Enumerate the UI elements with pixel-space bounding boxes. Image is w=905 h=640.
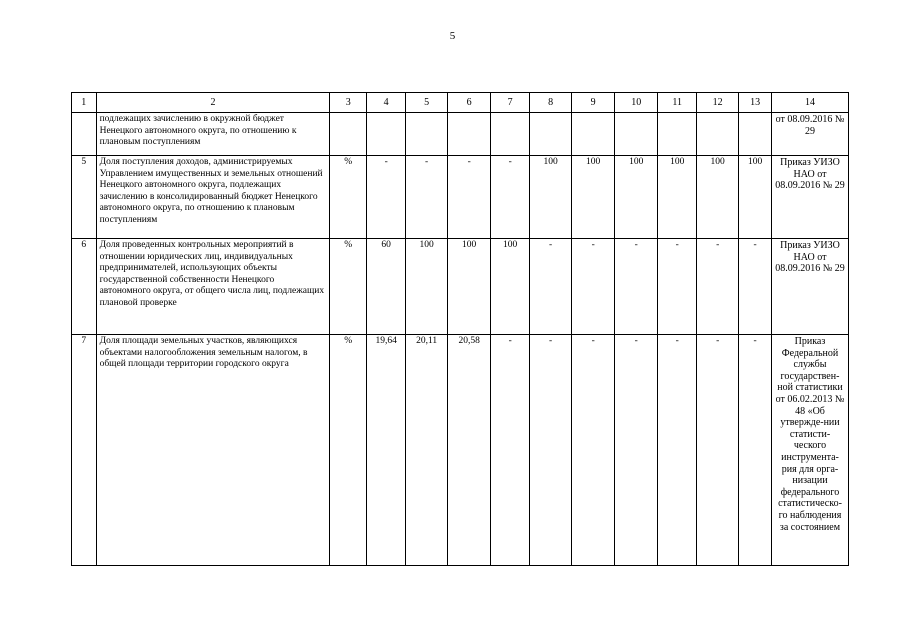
value-cell: 100 <box>530 156 572 239</box>
unit-cell: % <box>330 335 367 566</box>
value-cell: 19,64 <box>367 335 406 566</box>
indicator-name: Доля площади земельных участков, являющихся объектами налогообложения земельным налогом, в общей площади территории городского округа <box>96 335 330 566</box>
header-cell: 3 <box>330 93 367 113</box>
value-cell: - <box>406 156 448 239</box>
value-cell: 100 <box>448 239 491 335</box>
header-cell: 6 <box>448 93 491 113</box>
value-cell: - <box>530 239 572 335</box>
header-cell: 2 <box>96 93 330 113</box>
value-cell <box>406 113 448 156</box>
table-row <box>72 113 849 156</box>
indicators-table <box>71 92 849 566</box>
value-cell: 100 <box>406 239 448 335</box>
value-cell <box>739 113 772 156</box>
value-cell: - <box>739 239 772 335</box>
header-cell: 14 <box>771 93 848 113</box>
value-cell: - <box>530 335 572 566</box>
value-cell: 100 <box>739 156 772 239</box>
page-number: 5 <box>449 30 456 42</box>
value-cell: - <box>739 335 772 566</box>
unit-cell: % <box>330 239 367 335</box>
value-cell: - <box>697 335 739 566</box>
value-cell: - <box>615 239 658 335</box>
header-cell: 1 <box>72 93 97 113</box>
basis-cell: Приказ УИЗО НАО от 08.09.2016 № 29 <box>771 156 848 239</box>
value-cell: - <box>658 239 697 335</box>
indicator-name: подлежащих зачислению в окружной бюджет Ненецкого автономного округа, по отношению к плановым поступлениям <box>96 113 330 156</box>
value-cell: - <box>697 239 739 335</box>
value-cell: - <box>572 335 615 566</box>
value-cell: 20,11 <box>406 335 448 566</box>
header-cell: 10 <box>615 93 658 113</box>
value-cell: 100 <box>491 239 530 335</box>
row-number: 5 <box>72 156 97 239</box>
basis-cell: Приказ УИЗО НАО от 08.09.2016 № 29 <box>771 239 848 335</box>
table-row <box>72 239 849 335</box>
value-cell: - <box>615 335 658 566</box>
value-cell: 100 <box>658 156 697 239</box>
value-cell: 100 <box>615 156 658 239</box>
row-number: 7 <box>72 335 97 566</box>
basis-cell: от 08.09.2016 № 29 <box>771 113 848 156</box>
header-cell: 13 <box>739 93 772 113</box>
header-cell: 5 <box>406 93 448 113</box>
value-cell: - <box>491 156 530 239</box>
row-number: 6 <box>72 239 97 335</box>
indicator-name: Доля проведенных контрольных мероприятий в отношении юридических лиц, индивидуальных предпринимателей, использующих объекты государственной собственности Ненецкого автономного округа, от общего числа лиц, подлежащих плановой проверке <box>96 239 330 335</box>
value-cell: - <box>491 335 530 566</box>
table-row <box>72 335 849 566</box>
value-cell: - <box>658 335 697 566</box>
value-cell: 60 <box>367 239 406 335</box>
table-header-row <box>72 93 849 113</box>
value-cell <box>367 113 406 156</box>
table-row <box>72 156 849 239</box>
basis-cell: Приказ Федеральной службы государствен-ной статистики от 06.02.2013 № 48 «Об утвержде-нии статисти-ческого инструмента-рия для орга-низации федерального статистическо-го наблюдения за состоянием <box>771 335 848 566</box>
header-cell: 9 <box>572 93 615 113</box>
value-cell: - <box>367 156 406 239</box>
header-cell: 11 <box>658 93 697 113</box>
value-cell: - <box>572 239 615 335</box>
value-cell: 100 <box>697 156 739 239</box>
row-number <box>72 113 97 156</box>
value-cell <box>615 113 658 156</box>
value-cell <box>572 113 615 156</box>
unit-cell <box>330 113 367 156</box>
value-cell <box>491 113 530 156</box>
value-cell <box>530 113 572 156</box>
value-cell: 20,58 <box>448 335 491 566</box>
header-cell: 7 <box>491 93 530 113</box>
indicator-name: Доля поступления доходов, администрируемых Управлением имущественных и земельных отношений Ненецкого автономного округа, подлежащих зачислению в консолидированный бюджет Ненецкого автономного округа, по отношению к плановым поступлениям <box>96 156 330 239</box>
value-cell <box>448 113 491 156</box>
value-cell <box>658 113 697 156</box>
unit-cell: % <box>330 156 367 239</box>
value-cell <box>697 113 739 156</box>
header-cell: 12 <box>697 93 739 113</box>
header-cell: 4 <box>367 93 406 113</box>
value-cell: - <box>448 156 491 239</box>
value-cell: 100 <box>572 156 615 239</box>
header-cell: 8 <box>530 93 572 113</box>
